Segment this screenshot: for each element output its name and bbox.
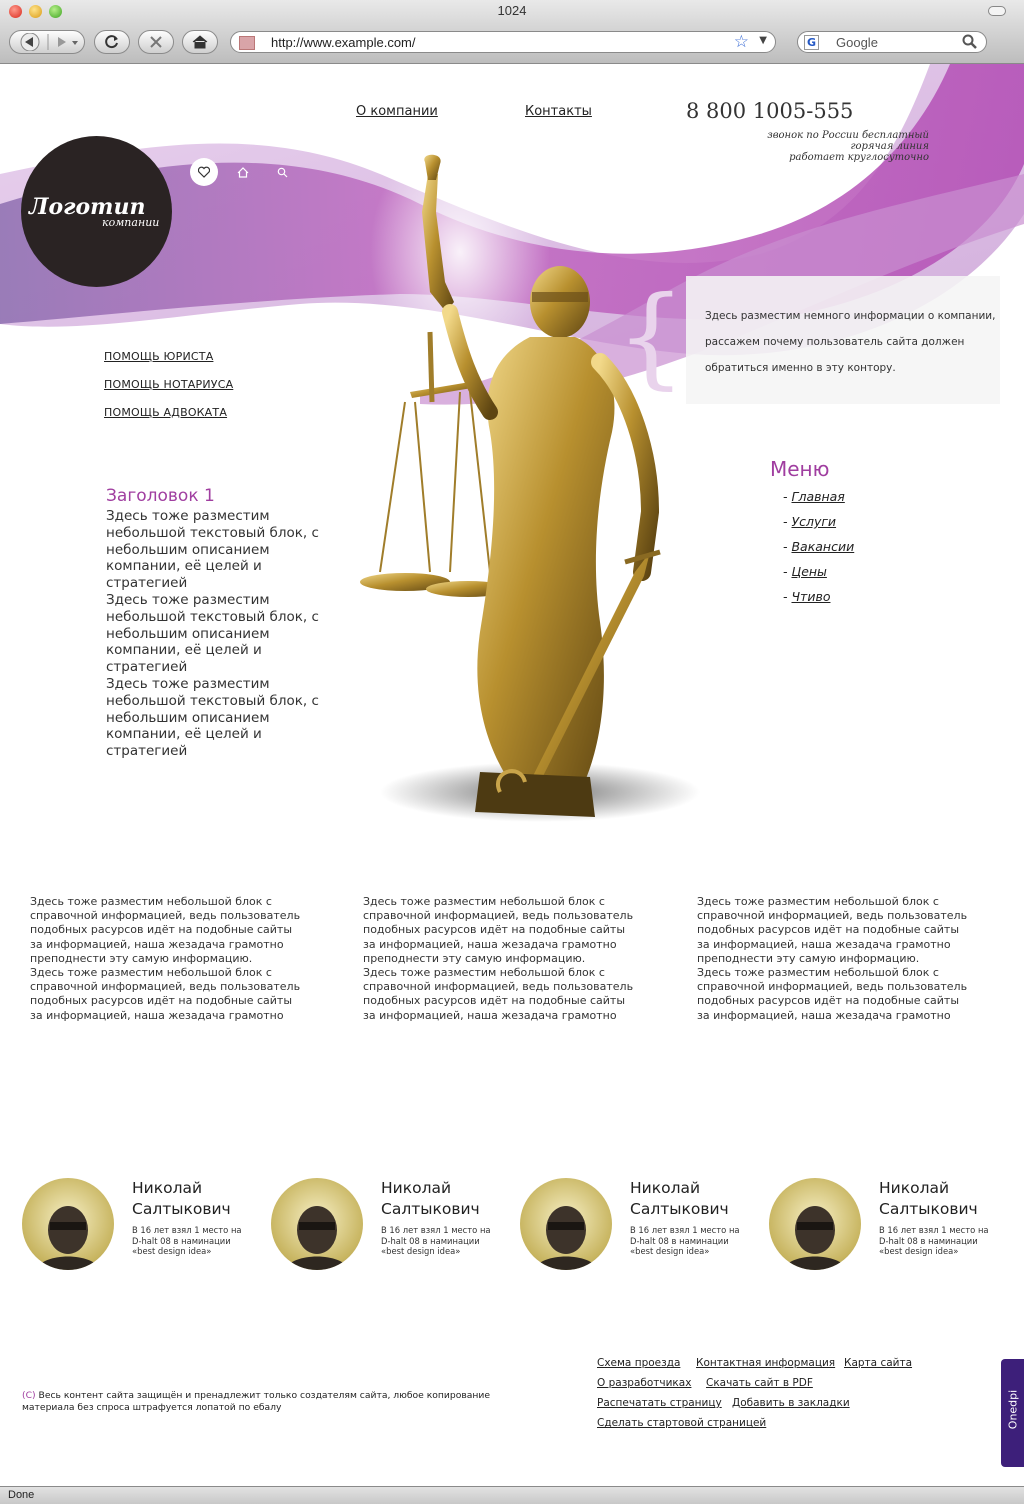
address-input[interactable]: http://www.example.com/ bbox=[271, 35, 416, 50]
home-page-button[interactable] bbox=[229, 158, 257, 186]
search-input[interactable]: Google bbox=[836, 35, 878, 50]
search-icon bbox=[277, 167, 288, 178]
member-description bbox=[879, 1225, 989, 1257]
info-line: Здесь разместим немного информации о компании, bbox=[705, 310, 996, 322]
member-name bbox=[630, 1178, 729, 1220]
phone-note-line: работает круглосуточно bbox=[789, 152, 929, 163]
search-bar[interactable] bbox=[797, 31, 987, 53]
avatar bbox=[271, 1178, 363, 1270]
column-line: преподнести эту самую информацию. bbox=[697, 951, 920, 965]
member-name bbox=[132, 1178, 231, 1220]
browser-toolbar bbox=[0, 0, 1024, 64]
avatar bbox=[520, 1178, 612, 1270]
heart-icon bbox=[198, 166, 210, 178]
lady-justice-statue-image bbox=[350, 152, 720, 842]
site-search-button[interactable] bbox=[268, 158, 296, 186]
service-link-lawyer[interactable]: ПОМОЩЬ ЮРИСТА bbox=[104, 350, 214, 363]
onedpi-badge[interactable] bbox=[1001, 1359, 1024, 1467]
nav-about-link[interactable]: О компании bbox=[356, 104, 438, 119]
column-line: Здесь тоже разместим небольшой блок с bbox=[30, 895, 272, 908]
article-body bbox=[106, 508, 326, 760]
column-line: подобных расурсов идёт на подобные сайты bbox=[363, 994, 626, 1008]
column-line: Здесь тоже разместим небольшой блок с bbox=[697, 895, 939, 908]
column-line: за информацией, наша жезадача грамотно bbox=[697, 1008, 951, 1022]
phone-number: 8 800 1005-555 bbox=[686, 99, 854, 123]
column-line: подобных расурсов идёт на подобные сайты bbox=[363, 923, 626, 937]
column-line: за информацией, наша жезадача грамотно bbox=[30, 937, 284, 951]
footer-link-sitemap[interactable]: Карта сайта bbox=[844, 1357, 913, 1369]
footer-link-bookmark[interactable]: Добавить в закладки bbox=[732, 1397, 850, 1409]
member-description bbox=[630, 1225, 740, 1257]
member-last-name: Салтыкович bbox=[630, 1200, 729, 1218]
stop-icon bbox=[149, 35, 163, 49]
desc-line: В 16 лет взял 1 место на bbox=[381, 1225, 491, 1235]
favorites-button[interactable] bbox=[190, 158, 218, 186]
avatar bbox=[22, 1178, 114, 1270]
menu-link-vacancies[interactable]: Вакансии bbox=[791, 539, 855, 554]
column-line: справочной информацией, ведь пользователь bbox=[363, 909, 634, 923]
menu-item-prices: - Цены bbox=[783, 564, 827, 579]
column-line: Здесь тоже разместим небольшой блок с bbox=[697, 966, 939, 980]
footer-link-print[interactable]: Распечатать страницу bbox=[597, 1397, 722, 1409]
magnifier-icon[interactable] bbox=[962, 34, 978, 50]
menu-item-vacancies: - Вакансии bbox=[783, 539, 855, 554]
column-line: за информацией, наша жезадача грамотно bbox=[363, 1008, 617, 1022]
person-photo-icon bbox=[271, 1178, 363, 1270]
service-link-notary[interactable]: ПОМОЩЬ НОТАРИУСА bbox=[104, 378, 234, 391]
phone-note-line: горячая линия bbox=[850, 141, 929, 152]
info-line: рассажем почему пользователь сайта должен bbox=[705, 336, 965, 348]
column-line: преподнести эту самую информацию. bbox=[363, 951, 586, 965]
copyright-mark: (С) bbox=[22, 1390, 36, 1401]
column-line: справочной информацией, ведь пользователь bbox=[697, 909, 968, 923]
home-button[interactable] bbox=[182, 30, 218, 54]
column-line: справочной информацией, ведь пользователь bbox=[697, 980, 968, 994]
desc-line: D-halt 08 в наминации bbox=[630, 1235, 729, 1246]
column-line: подобных расурсов идёт на подобные сайты bbox=[30, 923, 293, 937]
member-name bbox=[381, 1178, 480, 1220]
desc-line: «best design idea» bbox=[132, 1246, 212, 1256]
reload-icon bbox=[104, 34, 120, 50]
column-line: Здесь тоже разместим небольшой блок с bbox=[363, 895, 605, 908]
article-paragraph: Здесь тоже разместим небольшой текстовый блок, с небольшим описанием компании, её целей и стратегией bbox=[106, 508, 319, 592]
copyright-notice bbox=[22, 1390, 522, 1414]
desc-line: В 16 лет взял 1 место на bbox=[879, 1225, 989, 1235]
column-line: справочной информацией, ведь пользователь bbox=[30, 980, 301, 994]
menu-link-main[interactable]: Главная bbox=[791, 489, 845, 504]
column-line: справочной информацией, ведь пользователь bbox=[363, 980, 634, 994]
logo-title: Логотип bbox=[29, 194, 146, 220]
menu-title: Меню bbox=[770, 457, 830, 481]
toolbar-toggle-button[interactable] bbox=[988, 6, 1006, 16]
column-line: за информацией, наша жезадача грамотно bbox=[30, 1008, 284, 1022]
web-page bbox=[0, 64, 1024, 1486]
status-text: Done bbox=[8, 1489, 35, 1501]
column-line: за информацией, наша жезадача грамотно bbox=[363, 937, 617, 951]
member-last-name: Салтыкович bbox=[879, 1200, 978, 1218]
footer-link-make-homepage[interactable]: Сделать стартовой страницей bbox=[597, 1417, 767, 1429]
desc-line: D-halt 08 в наминации bbox=[879, 1235, 978, 1246]
menu-link-services[interactable]: Услуги bbox=[791, 514, 837, 529]
onedpi-label: Onedpi bbox=[1006, 1389, 1020, 1430]
desc-line: «best design idea» bbox=[879, 1246, 959, 1256]
team-member-card[interactable] bbox=[271, 1178, 501, 1278]
footer-link-download-pdf[interactable]: Скачать сайт в PDF bbox=[706, 1377, 813, 1389]
member-first-name: Николай bbox=[879, 1179, 950, 1197]
service-link-attorney[interactable]: ПОМОЩЬ АДВОКАТА bbox=[104, 406, 228, 419]
member-first-name: Николай bbox=[132, 1179, 203, 1197]
menu-link-reading[interactable]: Чтиво bbox=[791, 589, 831, 604]
home-icon bbox=[192, 35, 208, 49]
bookmark-star-icon[interactable]: ☆ bbox=[733, 32, 749, 52]
team-member-card[interactable] bbox=[520, 1178, 750, 1278]
column-line: за информацией, наша жезадача грамотно bbox=[697, 937, 951, 951]
menu-item-reading: - Чтиво bbox=[783, 589, 831, 604]
footer-link-directions[interactable]: Схема проезда bbox=[597, 1357, 681, 1369]
column-line: Здесь тоже разместим небольшой блок с bbox=[30, 966, 272, 980]
desc-line: «best design idea» bbox=[381, 1246, 461, 1256]
info-column-2 bbox=[363, 895, 653, 1023]
brace-decoration: { bbox=[616, 272, 686, 400]
address-bar[interactable] bbox=[230, 31, 776, 53]
back-forward-buttons[interactable] bbox=[9, 30, 85, 54]
google-search-engine-icon[interactable]: G bbox=[804, 35, 819, 50]
menu-item-services: - Услуги bbox=[783, 514, 837, 529]
avatar bbox=[769, 1178, 861, 1270]
desc-line: В 16 лет взял 1 место на bbox=[132, 1225, 242, 1235]
person-photo-icon bbox=[520, 1178, 612, 1270]
logo-subtitle: компании bbox=[102, 216, 160, 229]
info-line: обратиться именно в эту контору. bbox=[705, 362, 896, 374]
chevron-down-icon[interactable]: ▼ bbox=[759, 35, 767, 46]
home-icon bbox=[237, 167, 249, 178]
desc-line: D-halt 08 в наминации bbox=[381, 1235, 480, 1246]
company-info-text bbox=[705, 303, 995, 381]
member-last-name: Салтыкович bbox=[381, 1200, 480, 1218]
desc-line: В 16 лет взял 1 место на bbox=[630, 1225, 740, 1235]
column-line: подобных расурсов идёт на подобные сайты bbox=[697, 923, 960, 937]
member-first-name: Николай bbox=[630, 1179, 701, 1197]
column-line: преподнести эту самую информацию. bbox=[30, 951, 253, 965]
team-member-card[interactable] bbox=[22, 1178, 252, 1278]
info-column-3 bbox=[697, 895, 987, 1023]
person-photo-icon bbox=[22, 1178, 114, 1270]
member-first-name: Николай bbox=[381, 1179, 452, 1197]
person-photo-icon bbox=[769, 1178, 861, 1270]
info-column-1 bbox=[30, 895, 320, 1023]
menu-link-prices[interactable]: Цены bbox=[791, 564, 827, 579]
copyright-text: Весь контент сайта защищён и пренадлежит только создателям сайта, любое копирование материала без спроса штрафуется лопатой по ебалу bbox=[22, 1390, 491, 1413]
column-line: справочной информацией, ведь пользователь bbox=[30, 909, 301, 923]
footer-link-developers[interactable]: О разработчиках bbox=[597, 1377, 692, 1389]
browser-status-bar bbox=[0, 1486, 1024, 1504]
window-title: 1024 bbox=[497, 3, 527, 18]
back-forward-icon bbox=[12, 33, 82, 51]
column-line: подобных расурсов идёт на подобные сайты bbox=[30, 994, 293, 1008]
stop-button[interactable] bbox=[138, 30, 174, 54]
desc-line: D-halt 08 в наминации bbox=[132, 1235, 231, 1246]
member-last-name: Салтыкович bbox=[132, 1200, 231, 1218]
favicon-icon bbox=[239, 36, 255, 50]
phone-note-line: звонок по России бесплатный bbox=[767, 130, 929, 141]
article-heading: Заголовок 1 bbox=[106, 486, 215, 506]
member-description bbox=[132, 1225, 242, 1257]
reload-button[interactable] bbox=[94, 30, 130, 54]
column-line: подобных расурсов идёт на подобные сайты bbox=[697, 994, 960, 1008]
article-paragraph: Здесь тоже разместим небольшой текстовый блок, с небольшим описанием компании, её целей и стратегией bbox=[106, 591, 319, 676]
column-line: Здесь тоже разместим небольшой блок с bbox=[363, 966, 605, 980]
team-member-card[interactable] bbox=[769, 1178, 999, 1278]
member-description bbox=[381, 1225, 491, 1257]
nav-contacts-link[interactable]: Контакты bbox=[525, 104, 592, 119]
company-logo[interactable] bbox=[21, 136, 172, 287]
footer-link-contact-info[interactable]: Контактная информация bbox=[696, 1357, 836, 1369]
desc-line: «best design idea» bbox=[630, 1246, 710, 1256]
company-info-box bbox=[686, 276, 1000, 404]
article-paragraph: Здесь тоже разместим небольшой текстовый блок, с небольшим описанием компании, её целей и стратегией bbox=[106, 675, 319, 760]
menu-item-main: - Главная bbox=[783, 489, 845, 504]
phone-note bbox=[767, 130, 929, 163]
member-name bbox=[879, 1178, 978, 1220]
